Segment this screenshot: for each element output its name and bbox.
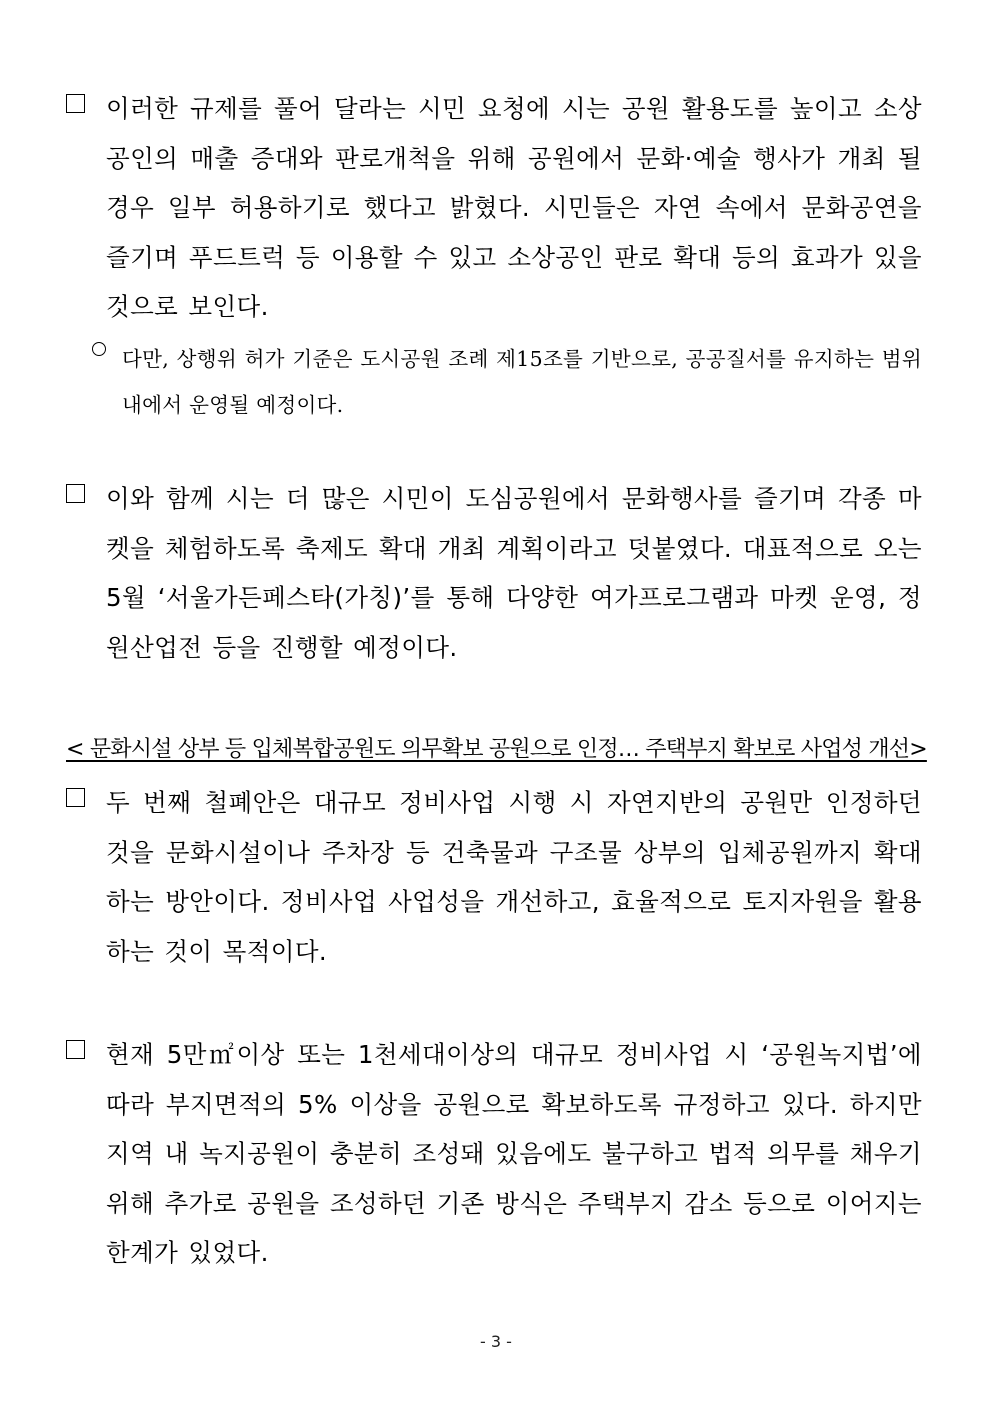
paragraph-1 <box>66 84 922 332</box>
paragraph-text: 현재 5만㎡이상 또는 1천세대이상의 대규모 정비사업 시 ‘공원녹지법’에 따라 부지면적의 5% 이상을 공원으로 확보하도록 규정하고 있다. 하지만 지역 내 녹지공원이 충분히 조성돼 있음에도 불구하고 법적 의무를 채우기 위해 추가로 공원을 조성하던 기존 방식은 주택부지 감소 등으로 이어지는 한계가 있었다. <box>106 1040 922 1267</box>
paragraph-2 <box>66 474 922 672</box>
checkbox-bullet-icon <box>66 788 85 807</box>
page-number: - 3 - <box>480 1332 512 1351</box>
paragraph-3 <box>66 778 922 976</box>
paragraph-text: 두 번째 철폐안은 대규모 정비사업 시행 시 자연지반의 공원만 인정하던 것을 문화시설이나 주차장 등 건축물과 구조물 상부의 입체공원까지 확대하는 방안이다. 정비사업 사업성을 개선하고, 효율적으로 토지자원을 활용하는 것이 목적이다. <box>106 788 922 966</box>
paragraph-4 <box>66 1030 922 1278</box>
checkbox-bullet-icon <box>66 94 85 113</box>
sub-point <box>92 336 922 428</box>
sub-point-text: 다만, 상행위 허가 기준은 도시공원 조례 제15조를 기반으로, 공공질서를 유지하는 범위 내에서 운영될 예정이다. <box>122 347 922 417</box>
checkbox-bullet-icon <box>66 484 85 503</box>
paragraph-text: 이와 함께 시는 더 많은 시민이 도심공원에서 문화행사를 즐기며 각종 마켓을 체험하도록 축제도 확대 개최 계획이라고 덧붙였다. 대표적으로 오는 5월 ‘서울가든페스타(가칭)’를 통해 다양한 여가프로그램과 마켓 운영, 정원산업전 등을 진행할 예정이다. <box>106 484 922 662</box>
paragraph-text: 이러한 규제를 풀어 달라는 시민 요청에 시는 공원 활용도를 높이고 소상공인의 매출 증대와 판로개척을 위해 공원에서 문화·예술 행사가 개최 될 경우 일부 허용하기로 했다고 밝혔다. 시민들은 자연 속에서 문화공연을 즐기며 푸드트럭 등 이용할 수 있고 소상공인 판로 확대 등의 효과가 있을 것으로 보인다. <box>106 94 922 321</box>
section-heading: < 문화시설 상부 등 입체복합공원도 의무확보 공원으로 인정… 주택부지 확보로 사업성 개선> <box>66 737 927 762</box>
checkbox-bullet-icon <box>66 1040 85 1059</box>
circle-bullet-icon <box>92 342 106 356</box>
